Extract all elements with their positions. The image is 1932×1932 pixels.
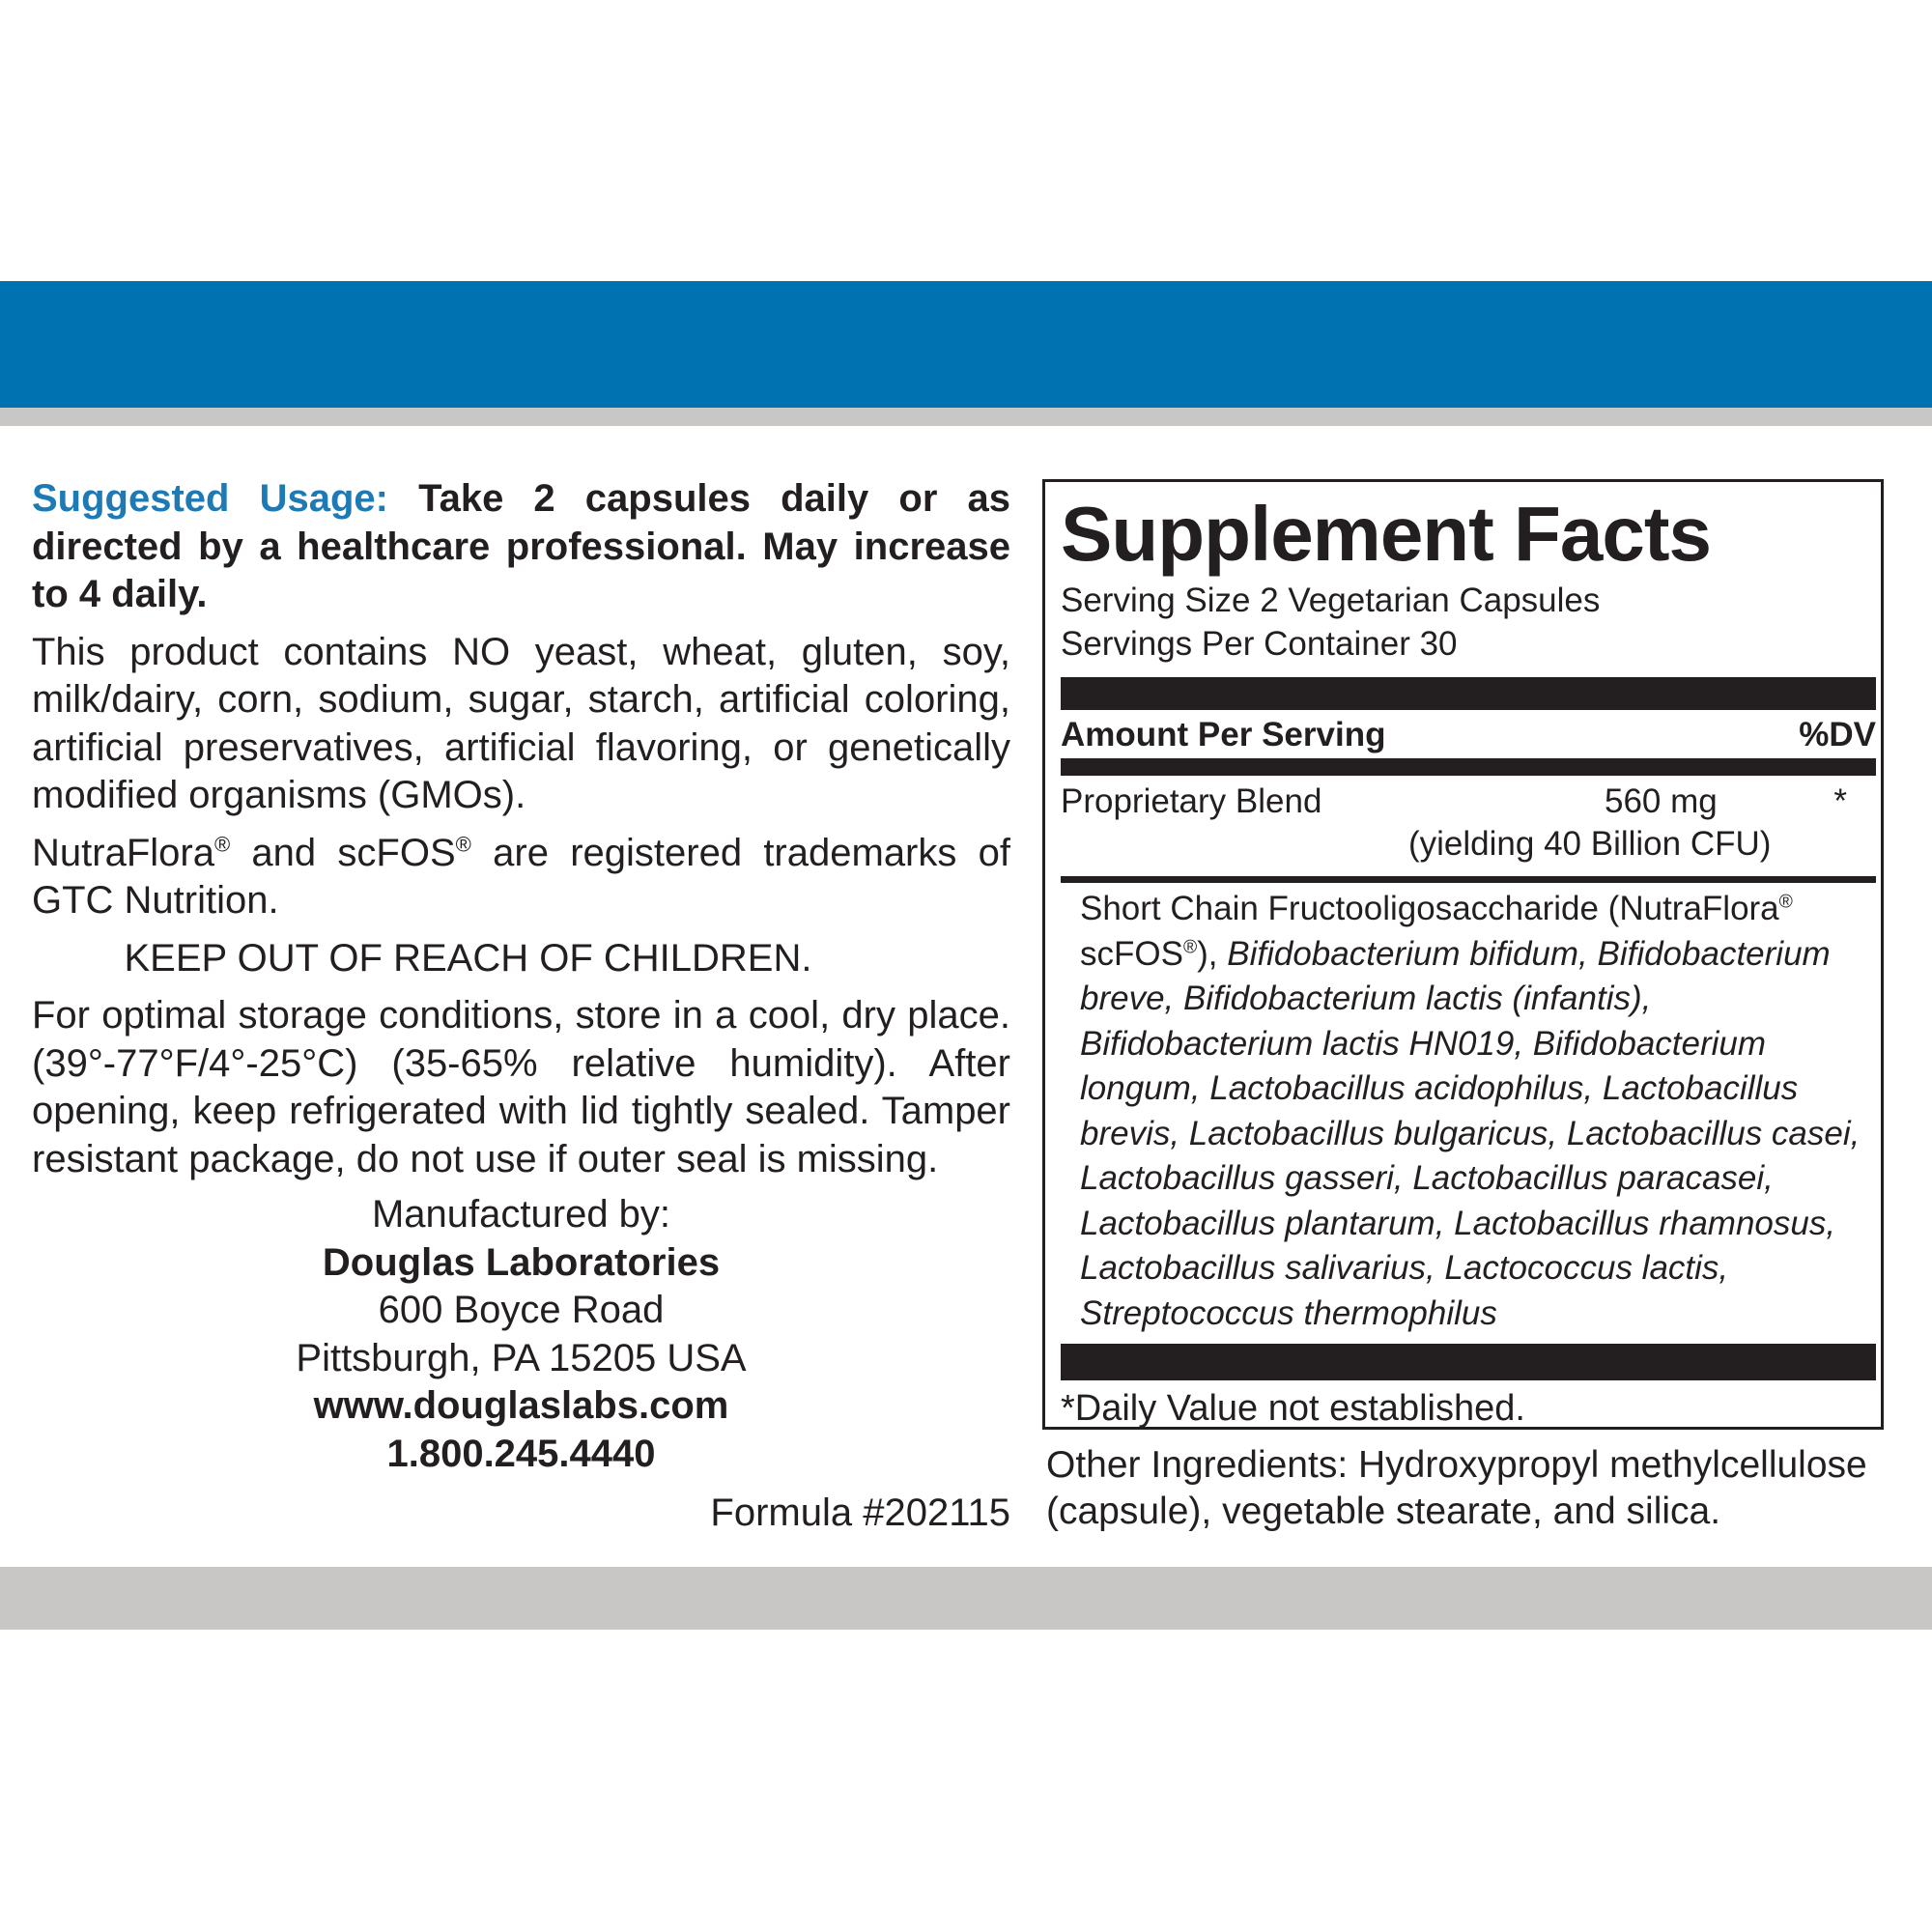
ingredient-scfos: scFOS <box>1080 934 1183 973</box>
blend-yield: (yielding 40 Billion CFU) <box>1408 825 1772 863</box>
probiotic-strains: Bifidobacterium bifidum, Bifidobacterium breve, Bifidobacterium lactis (infantis), Bifidobacterium lactis HN019, Bifidobacterium longum, Lactobacillus acidophilus, Lactobacillus brevis, Lactobacillus bulgaricus, Lactobacillus casei, Lactobacillus gasseri, Lactobacillus paracasei, Lactobacillus plantarum, Lactobacillus rhamnosus, Lactobacillus salivarius, Lactococcus lactis, Streptococcus thermophilus <box>1080 934 1861 1332</box>
formula-number: Formula #202115 <box>710 1492 1010 1534</box>
address-line-2: Pittsburgh, PA 15205 USA <box>296 1336 747 1379</box>
address-line-1: 600 Boyce Road <box>378 1289 665 1331</box>
trademark-statement <box>32 830 1010 925</box>
registered-mark: ® <box>455 832 471 857</box>
amount-header-row <box>1061 713 1876 756</box>
suggested-usage-text: Take 2 capsules daily or as directed by a healthcare professional. May increase to 4 daily. <box>32 477 1011 615</box>
facts-divider-medium <box>1061 758 1876 776</box>
registered-mark: ® <box>1182 936 1198 957</box>
blend-ingredients <box>1061 887 1876 1336</box>
servings-per-container: Servings Per Container 30 <box>1061 625 1458 663</box>
suggested-usage-label: Suggested Usage: <box>32 477 388 520</box>
header-blue-band <box>0 281 1932 408</box>
daily-value-note: *Daily Value not established. <box>1061 1388 1525 1429</box>
blend-dv: * <box>1833 782 1847 820</box>
serving-size: Serving Size 2 Vegetarian Capsules <box>1061 582 1601 619</box>
blend-name: Proprietary Blend <box>1061 782 1322 820</box>
label-left-column <box>32 475 1010 1538</box>
allergen-statement: This product contains NO yeast, wheat, gluten, soy, milk/dairy, corn, sodium, sugar, starch, artificial coloring, artificial preservatives, artificial flavoring, or genetically modified organisms (GMOs). <box>32 630 1010 816</box>
header-gray-stripe <box>0 408 1932 426</box>
blend-row <box>1061 780 1876 876</box>
trademark-rest: are registered trademarks of GTC Nutrition. <box>32 831 1010 922</box>
blend-amount: 560 mg <box>1605 782 1718 820</box>
storage-instructions: For optimal storage conditions, store in a cool, dry place. (39°-77°F/4°-25°C) (35-65% relative humidity). After opening, keep refrigerated with lid tightly sealed. Tamper resistant package, do not use if outer seal is missing. <box>32 994 1010 1180</box>
manufacturer-block <box>32 1191 1010 1478</box>
phone-number: 1.800.245.4440 <box>386 1432 656 1475</box>
supplement-facts-panel <box>1042 479 1884 1430</box>
registered-mark: ® <box>1778 892 1793 913</box>
ingredient-intro-end: ), <box>1197 934 1228 973</box>
company-name: Douglas Laboratories <box>322 1240 721 1284</box>
manufactured-by-label: Manufactured by: <box>371 1193 671 1236</box>
ingredient-intro: Short Chain Fructooligosaccharide (NutraFlora <box>1080 890 1779 927</box>
footer-gray-band <box>0 1567 1932 1630</box>
suggested-usage <box>32 475 1010 619</box>
amount-per-serving-label: Amount Per Serving <box>1061 716 1386 753</box>
trademark-scfos: and scFOS <box>230 831 456 874</box>
trademark-nutraflora: NutraFlora <box>32 831 214 874</box>
website-link: www.douglaslabs.com <box>313 1384 729 1427</box>
facts-divider-thin <box>1061 876 1876 883</box>
facts-divider-bottom <box>1061 1344 1876 1380</box>
supplement-facts-title: Supplement Facts <box>1061 491 1712 577</box>
registered-mark: ® <box>213 832 231 857</box>
keep-out-warning: KEEP OUT OF REACH OF CHILDREN. <box>124 936 812 980</box>
other-ingredients: Other Ingredients: Hydroxypropyl methylcellulose (capsule), vegetable stearate, and silica. <box>1046 1444 1867 1532</box>
facts-divider-thick <box>1061 677 1876 710</box>
dv-header: %DV <box>1799 716 1876 753</box>
